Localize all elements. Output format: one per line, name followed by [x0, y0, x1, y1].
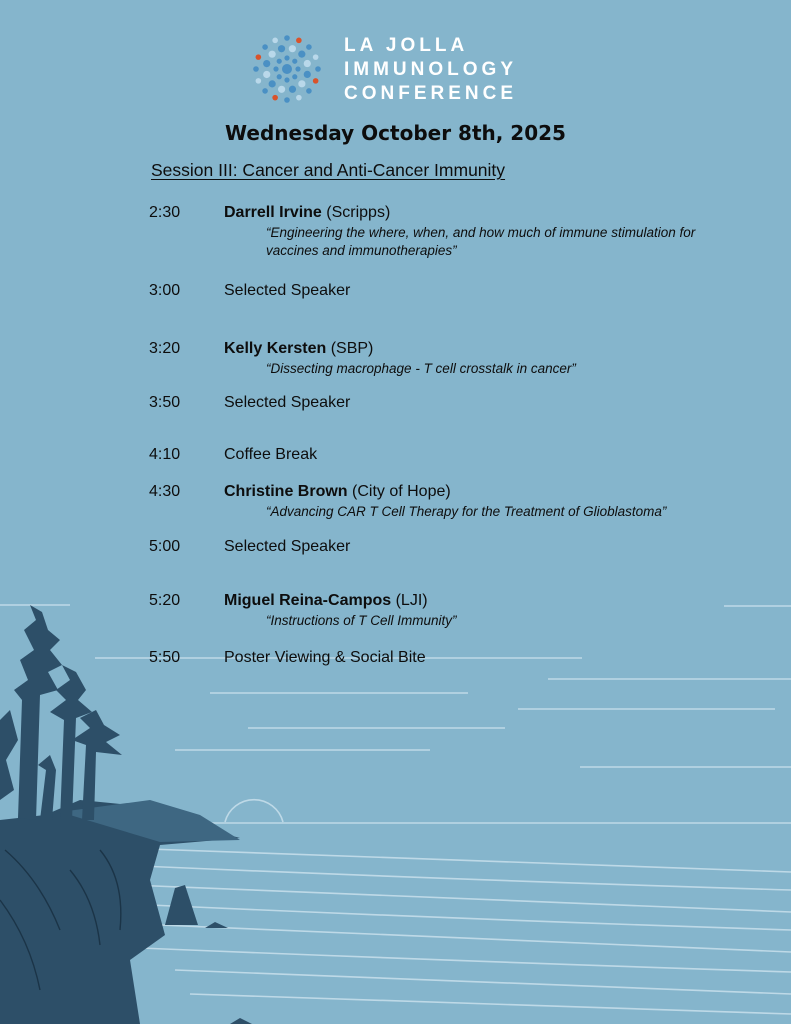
- session-label: Coffee Break: [224, 446, 318, 463]
- speaker-affiliation: (Scripps): [321, 204, 391, 221]
- talk-title: “Engineering the where, when, and how much of immune stimulation for vaccines and immunotherapies”: [266, 225, 696, 258]
- logo-dot: [295, 66, 300, 71]
- logo-line: CONFERENCE: [344, 83, 518, 104]
- logo-dot: [277, 59, 282, 64]
- logo-line: LA JOLLA: [344, 35, 469, 56]
- logo-dot: [304, 60, 311, 67]
- time-label: 3:00: [149, 282, 181, 299]
- logo-dot: [277, 74, 282, 79]
- logo-dot: [253, 66, 259, 72]
- time-label: 5:20: [149, 592, 181, 609]
- logo-dot: [289, 86, 296, 93]
- speaker-affiliation: (City of Hope): [347, 483, 451, 500]
- talk-title: “Instructions of T Cell Immunity”: [266, 613, 457, 628]
- logo-dot: [296, 95, 302, 101]
- logo-dot: [292, 74, 297, 79]
- logo-dot: [262, 88, 268, 94]
- session-label: Selected Speaker: [224, 538, 351, 555]
- logo-line: IMMUNOLOGY: [344, 59, 517, 80]
- speaker-affiliation: (SBP): [326, 340, 374, 357]
- logo-dot: [256, 54, 262, 60]
- time-label: 3:20: [149, 340, 181, 357]
- logo-dot: [272, 95, 278, 101]
- speaker-line: [224, 204, 390, 222]
- logo-dot: [256, 78, 262, 84]
- logo-dot: [304, 71, 311, 78]
- logo-dot: [278, 45, 285, 52]
- logo-dot: [262, 44, 268, 50]
- speaker-name: Kelly Kersten: [224, 340, 327, 357]
- logo-dot: [298, 80, 305, 87]
- logo-dot: [263, 60, 270, 67]
- logo-dot: [298, 51, 305, 58]
- logo-dot: [269, 51, 276, 58]
- speaker-line: [224, 592, 428, 610]
- logo-dot: [269, 80, 276, 87]
- day-title: Wednesday October 8th, 2025: [225, 121, 566, 145]
- speaker-affiliation: (LJI): [391, 592, 428, 609]
- logo-dot: [278, 86, 285, 93]
- logo-dot: [296, 38, 302, 44]
- logo-dot: [289, 45, 296, 52]
- session-label: Poster Viewing & Social Bite: [224, 649, 426, 666]
- time-label: 3:50: [149, 394, 181, 411]
- time-label: 4:10: [149, 446, 181, 463]
- time-label: 4:30: [149, 483, 181, 500]
- talk-title: “Dissecting macrophage - T cell crosstalk in cancer”: [266, 361, 576, 376]
- logo-dot: [306, 88, 312, 94]
- session-label: Selected Speaker: [224, 282, 351, 299]
- talk-title: “Advancing CAR T Cell Therapy for the Treatment of Glioblastoma”: [266, 504, 667, 519]
- conference-logo: [248, 30, 538, 108]
- speaker-name: Miguel Reina-Campos: [224, 592, 392, 609]
- logo-center-dot: [282, 64, 292, 74]
- time-label: 2:30: [149, 204, 181, 221]
- logo-dot: [284, 35, 290, 41]
- logo-dot: [306, 44, 312, 50]
- speaker-name: Christine Brown: [224, 483, 348, 500]
- logo-dot: [272, 38, 278, 44]
- logo-dot: [313, 54, 319, 60]
- session-title: Session III: Cancer and Anti-Cancer Immunity: [151, 160, 506, 180]
- logo-dot: [284, 77, 289, 82]
- speaker-line: [224, 340, 373, 358]
- immune-cell-logo-icon: [248, 30, 326, 108]
- time-label: 5:50: [149, 649, 181, 666]
- logo-dot: [284, 55, 289, 60]
- logo-dot: [313, 78, 319, 84]
- speaker-line: [224, 483, 451, 501]
- logo-dot: [263, 71, 270, 78]
- logo-dot: [273, 66, 278, 71]
- session-label: Selected Speaker: [224, 394, 351, 411]
- logo-dot: [315, 66, 321, 72]
- logo-dot: [284, 97, 290, 103]
- speaker-name: Darrell Irvine: [224, 204, 322, 221]
- conference-name: [344, 34, 517, 106]
- time-label: 5:00: [149, 538, 181, 555]
- logo-dot: [292, 59, 297, 64]
